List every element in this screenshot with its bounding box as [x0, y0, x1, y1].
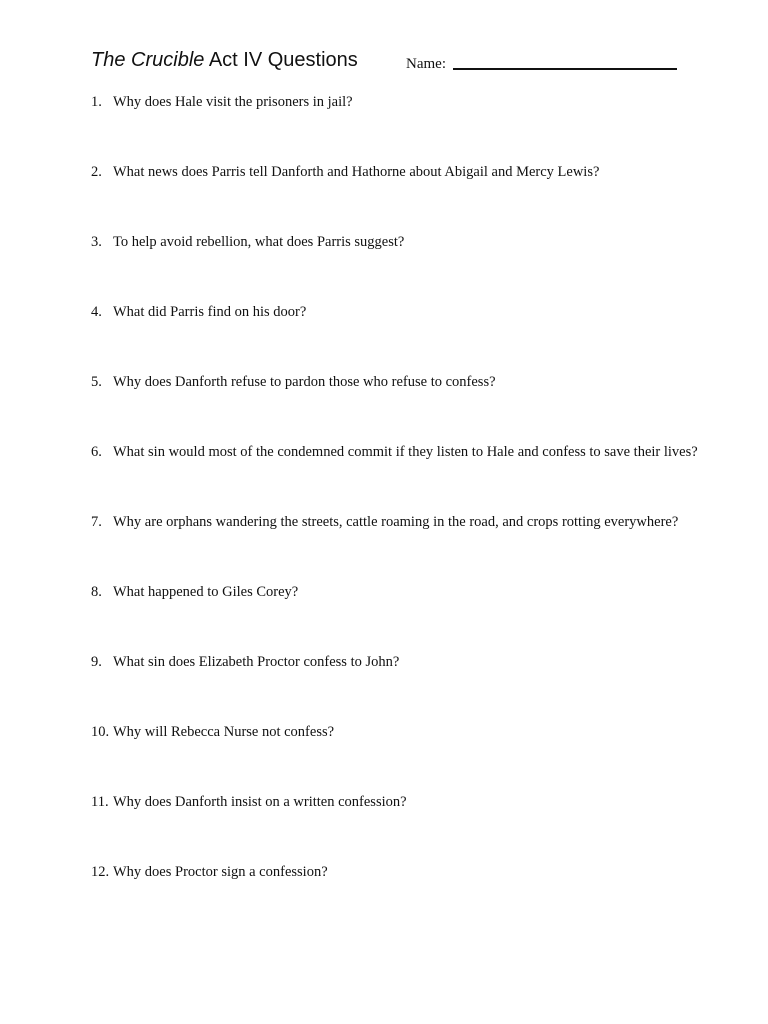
page-title	[91, 46, 358, 74]
question-item	[91, 722, 731, 792]
name-label: Name:	[406, 56, 446, 72]
question-text: What happened to Giles Corey?	[113, 584, 299, 600]
question-item	[91, 442, 731, 512]
question-list	[91, 92, 731, 932]
question-item	[91, 162, 731, 232]
question-number: 11.	[91, 794, 109, 810]
question-text: Why does Danforth refuse to pardon those who refuse to confess?	[113, 374, 496, 390]
question-number: 12.	[91, 864, 110, 880]
question-number: 4.	[91, 304, 102, 320]
question-text: What did Parris find on his door?	[113, 304, 307, 320]
question-item	[91, 652, 731, 722]
question-text: What sin would most of the condemned commit if they listen to Hale and confess to save their lives?	[113, 444, 698, 460]
question-text: What sin does Elizabeth Proctor confess to John?	[113, 654, 400, 670]
question-number: 7.	[91, 514, 102, 530]
question-item	[91, 372, 731, 442]
question-text: Why does Danforth insist on a written confession?	[113, 794, 407, 810]
question-item	[91, 512, 731, 582]
worksheet-header	[91, 46, 691, 78]
question-number: 9.	[91, 654, 102, 670]
question-number: 8.	[91, 584, 102, 600]
title-book-name: The Crucible	[91, 49, 205, 71]
question-text: Why does Hale visit the prisoners in jail?	[113, 94, 353, 110]
question-text: Why are orphans wandering the streets, cattle roaming in the road, and crops rotting everywhere?	[113, 514, 679, 530]
question-item	[91, 232, 731, 302]
question-number: 6.	[91, 444, 102, 460]
question-text: Why will Rebecca Nurse not confess?	[113, 724, 335, 740]
question-text: Why does Proctor sign a confession?	[113, 864, 328, 880]
question-text: What news does Parris tell Danforth and Hathorne about Abigail and Mercy Lewis?	[113, 164, 600, 180]
question-number: 2.	[91, 164, 102, 180]
title-rest: Act IV Questions	[204, 49, 358, 71]
question-item	[91, 862, 731, 932]
question-text: To help avoid rebellion, what does Parris suggest?	[113, 234, 405, 250]
question-item	[91, 792, 731, 862]
question-number: 10.	[91, 724, 110, 740]
question-number: 3.	[91, 234, 102, 250]
question-item	[91, 92, 731, 162]
question-item	[91, 582, 731, 652]
name-blank-line[interactable]	[453, 68, 677, 70]
question-number: 1.	[91, 94, 102, 110]
question-item	[91, 302, 731, 372]
question-number: 5.	[91, 374, 102, 390]
